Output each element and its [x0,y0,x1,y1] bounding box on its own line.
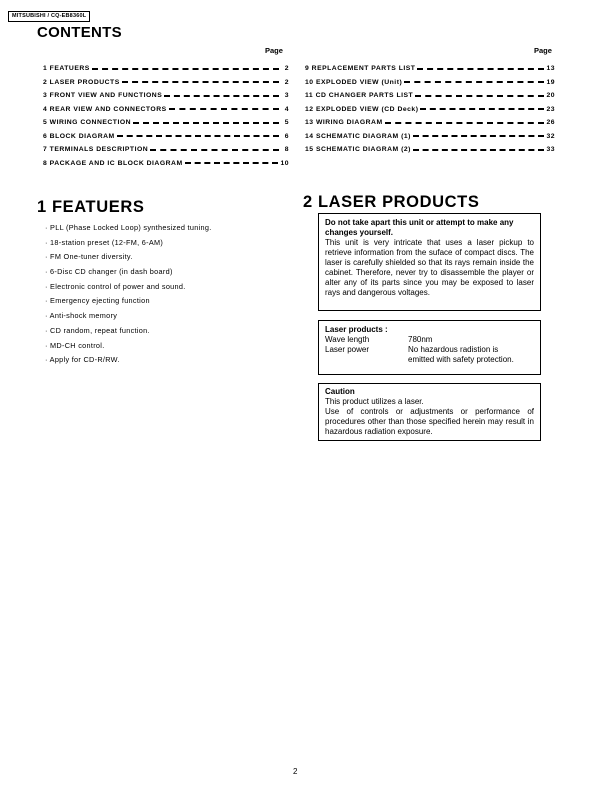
feature-item: · MD-CH control. [45,340,105,350]
toc-entry[interactable] [43,130,289,144]
feature-item: · Anti-shock memory [45,311,118,321]
caution-heading: Caution [325,387,355,396]
toc-entry-page: 19 [546,78,555,86]
toc-right-column [305,62,555,157]
toc-leader-line [185,162,279,164]
page-column-header-right: Page [534,46,552,55]
toc-entry-label: 7 TERMINALS DESCRIPTION [43,146,149,154]
toc-leader-line [417,68,544,70]
toc-entry-page: 2 [284,65,289,73]
toc-leader-line [169,108,279,110]
wave-length-value: 780nm [408,335,433,344]
toc-entry-label: 1 FEATUERS [43,65,90,73]
wave-length-label: Wave length [325,335,370,344]
toc-entry[interactable] [43,157,289,171]
toc-entry[interactable] [305,143,555,157]
toc-entry-page: 6 [284,132,289,140]
feature-item: · Electronic control of power and sound. [45,281,186,291]
toc-entry[interactable] [305,103,555,117]
toc-entry-label: 4 REAR VIEW AND CONNECTORS [43,105,167,113]
toc-leader-line [164,95,279,97]
toc-left-column [43,62,289,170]
page-column-header-left: Page [265,46,283,55]
toc-entry-label: 10 EXPLODED VIEW (Unit) [305,78,403,86]
toc-leader-line [413,149,545,151]
feature-item: · FM One-tuner diversity. [45,252,133,262]
toc-entry-page: 10 [280,159,289,167]
toc-entry-page: 2 [284,78,289,86]
toc-entry[interactable] [305,89,555,103]
feature-item: · CD random, repeat function. [45,325,150,335]
caution-body: Use of controls or adjustments or performance of procedures other than those specified herein may result in hazardous radiation exposure. [325,407,534,436]
contents-title: CONTENTS [37,24,122,41]
warning-heading: Do not take apart this unit or attempt to make any changes yourself. [325,218,514,237]
laser-products-heading: 2 LASER PRODUCTS [303,193,480,211]
toc-leader-line [420,108,544,110]
caution-box [318,383,541,441]
toc-entry-page: 33 [546,146,555,154]
toc-entry-label: 6 BLOCK DIAGRAM [43,132,115,140]
feature-item: · 18-station preset (12-FM, 6-AM) [45,237,164,247]
toc-leader-line [404,81,544,83]
toc-entry-page: 4 [284,105,289,113]
toc-entry-label: 2 LASER PRODUCTS [43,78,120,86]
toc-entry-label: 9 REPLACEMENT PARTS LIST [305,65,416,73]
toc-leader-line [122,81,279,83]
toc-leader-line [385,122,545,124]
toc-entry[interactable] [305,62,555,76]
toc-entry[interactable] [43,76,289,90]
toc-entry-page: 26 [546,119,555,127]
toc-entry[interactable] [43,143,289,157]
toc-entry-label: 11 CD CHANGER PARTS LIST [305,92,414,100]
toc-entry-label: 8 PACKAGE AND IC BLOCK DIAGRAM [43,159,183,167]
toc-entry[interactable] [305,116,555,130]
toc-leader-line [150,149,279,151]
toc-entry-label: 13 WIRING DIAGRAM [305,119,383,127]
toc-entry-label: 12 EXPLODED VIEW (CD Deck) [305,105,419,113]
model-tag: MITSUBISHI / CQ-EB8360L [8,11,90,22]
toc-leader-line [133,122,279,124]
toc-entry-label: 3 FRONT VIEW AND FUNCTIONS [43,92,163,100]
toc-entry-label: 5 WIRING CONNECTION [43,119,132,127]
feature-item: · 6-Disc CD changer (in dash board) [45,267,173,277]
warning-body: This unit is very intricate that uses a laser pickup to retrieve information from the suface of compact discs. The laser is carefully shielded so that its rays remain inside the cabinet. Therefore, never try to disassemble the player or alter any of its parts since you may be exposed to laser rays and dangerous voltages. [325,238,534,297]
toc-leader-line [92,68,279,70]
feature-item: · Apply for CD-R/RW. [45,355,120,365]
features-list [45,221,212,368]
laser-power-label: Laser power [325,345,370,354]
toc-entry-page: 13 [546,65,555,73]
toc-entry-page: 32 [546,132,555,140]
laser-warning-box [318,213,541,311]
toc-entry[interactable] [43,103,289,117]
toc-entry-page: 20 [546,92,555,100]
toc-leader-line [117,135,279,137]
toc-entry[interactable] [43,89,289,103]
feature-item: · PLL (Phase Locked Loop) synthesized tuning. [45,223,212,232]
toc-entry[interactable] [43,116,289,130]
laser-power-value: No hazardous radistion is [408,345,499,354]
toc-leader-line [415,95,544,97]
features-heading: 1 FEATUERS [37,198,145,216]
laser-power-value-cont: emitted with safety protection. [408,355,514,364]
feature-item: · Emergency ejecting function [45,296,150,306]
toc-entry-page: 5 [284,119,289,127]
caution-line1: This product utilizes a laser. [325,397,424,406]
laser-specs-box [318,320,541,375]
toc-entry-page: 23 [546,105,555,113]
specs-heading: Laser products : [325,325,388,334]
toc-entry-page: 3 [284,92,289,100]
toc-entry-label: 14 SCHEMATIC DIAGRAM (1) [305,132,411,140]
toc-entry[interactable] [305,130,555,144]
toc-entry-label: 15 SCHEMATIC DIAGRAM (2) [305,146,411,154]
toc-leader-line [413,135,545,137]
page-number: 2 [293,767,298,776]
toc-entry-page: 8 [284,146,289,154]
toc-entry[interactable] [305,76,555,90]
toc-entry[interactable] [43,62,289,76]
